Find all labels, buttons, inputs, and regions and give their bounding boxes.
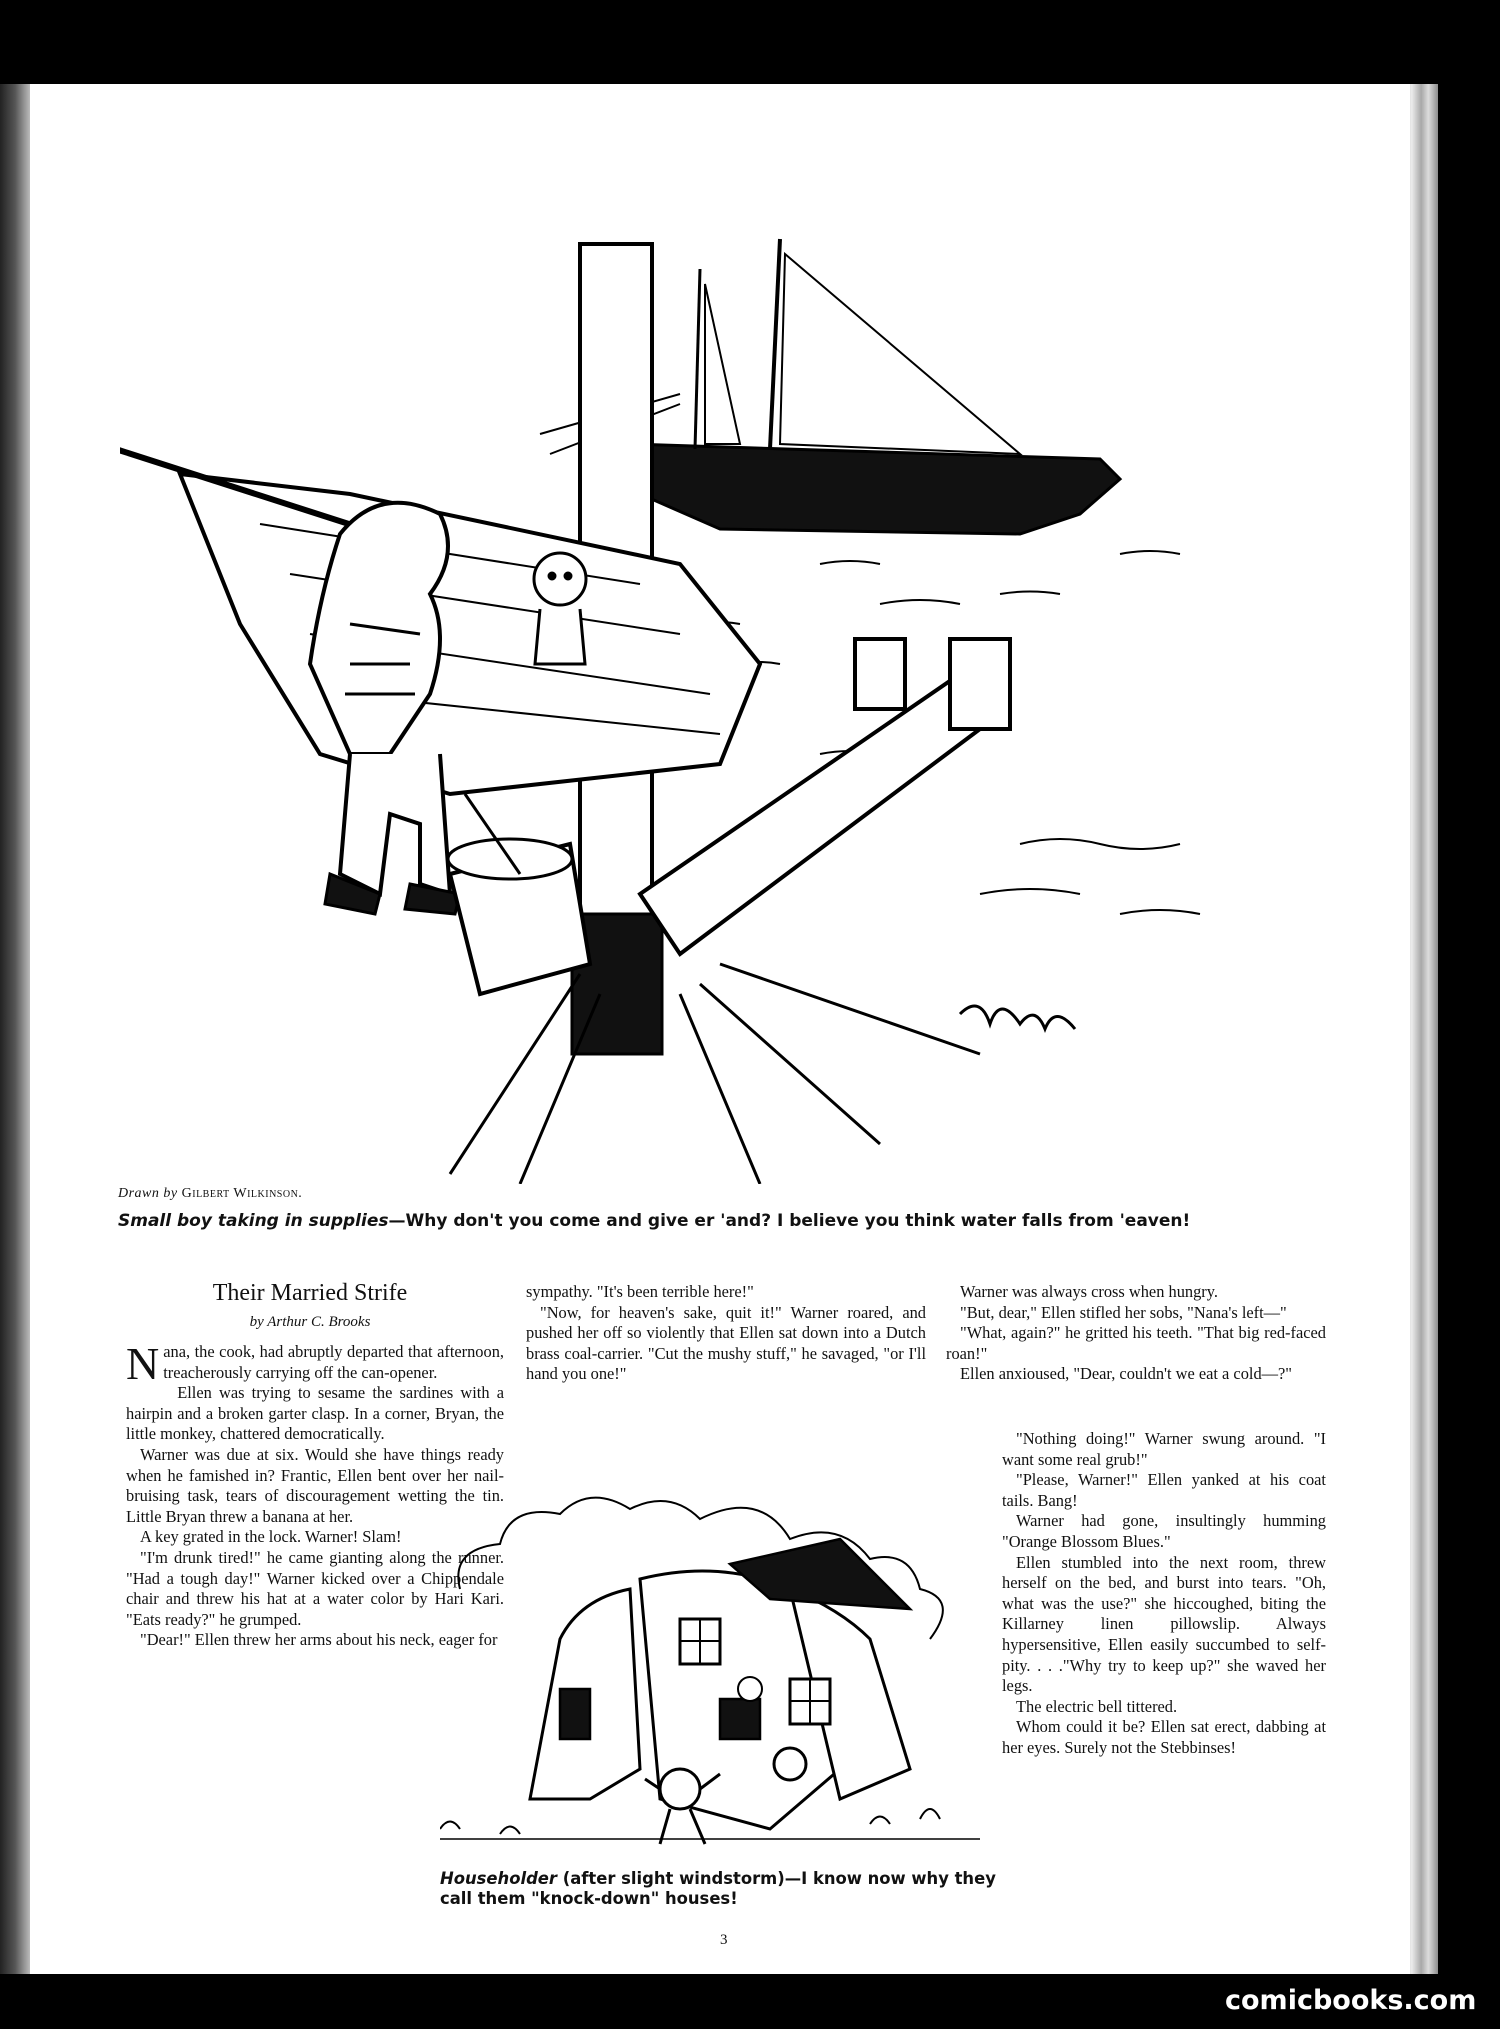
bottom-caption-text: (after slight windstorm)—I know now why they call them "knock-down" houses!: [440, 1869, 996, 1908]
householder: [660, 1769, 700, 1809]
pier-illustration: [120, 194, 1340, 1184]
previous-page-edge: [0, 84, 30, 1974]
ship-hull: [630, 444, 1120, 534]
story-column-2: sympathy. "It's been terrible here!" "Now, for heaven's sake, quit it!" Warner roared, and pushed her off so violently that Ellen sat down into a Dutch brass coal-carrier. "Cut the mushy stuff," he savaged, "or I'll hand you one!": [526, 1282, 926, 1384]
watermark: comicbooks.com: [1225, 1985, 1477, 2016]
page-number: 3: [720, 1932, 728, 1948]
story-title: Their Married Strife: [212, 1280, 408, 1306]
bottom-caption-lead: Householder: [440, 1869, 557, 1888]
top-caption-lead: Small boy taking in supplies: [118, 1211, 389, 1231]
pier-piling: [950, 639, 1010, 729]
bottom-cartoon-caption: [440, 1869, 1010, 1909]
collapsed-house-illustration: [440, 1469, 980, 1854]
rowboat: [180, 474, 760, 794]
artist-name: Gilbert Wilkinson.: [181, 1186, 303, 1201]
story-column-3-top: Warner was always cross when hungry. "But, dear," Ellen stifled her sobs, "Nana's left—" "What, again?" he gritted his teeth. "That big red-faced roan!" Ellen anxioused, "Dear, couldn't we eat a cold—?": [946, 1282, 1326, 1384]
top-cartoon-caption: [118, 1211, 1298, 1231]
illustration-credit: Drawn by Gilbert Wilkinson.: [118, 1186, 303, 1201]
top-caption-text: —Why don't you come and give er 'and? I believe you think water falls from 'eaven!: [388, 1211, 1191, 1231]
story-column-3-bottom: "Nothing doing!" Warner swung around. "I want some real grub!" "Please, Warner!" Ellen yanked at his coat tails. Bang! Warner had gone, insultingly humming "Orange Blossom Blues." Ellen stumbled into the next room, threw herself on the bed, and burst into tears. "Oh, what was the use?" she hiccoughed, biting the Killarney linen pillowslip. Always hypersensitive, Ellen easily succumbed to self-pity. . . ."Why try to keep up?" she waved her legs. The electric bell tittered. Whom could it be? Ellen sat erect, dabbing at her eyes. Surely not the Stebbinses!: [1002, 1429, 1326, 1757]
story-byline: by Arthur C. Brooks: [249, 1314, 371, 1330]
magazine-page: [30, 84, 1410, 1974]
drop-cap: N: [126, 1338, 160, 1389]
artist-signature: [960, 1006, 1075, 1029]
baby: [534, 553, 586, 605]
story-column-1: Nana, the cook, had abruptly departed that afternoon, treacherously carrying off the can-opener. Ellen was trying to sesame the sardines with a hairpin and a broken garter clasp. In a corner, Bryan, the little monkey, chattered democratically. Warner was due at six. Would she have things ready when he famished in? Frantic, Ellen bent over her nail-bruising task, tears of discouragement wetting the tin. Little Bryan threw a banana at her. A key grated in the lock. Warner! Slam! "I'm drunk tired!" he came gianting along the runner. "Had a tough day!" Warner kicked over a Chippendale chair and threw his hat at a water color by Hari Kari. "Eats ready?" he grumped. "Dear!" Ellen threw her arms about his neck, eager for: [126, 1338, 504, 1650]
